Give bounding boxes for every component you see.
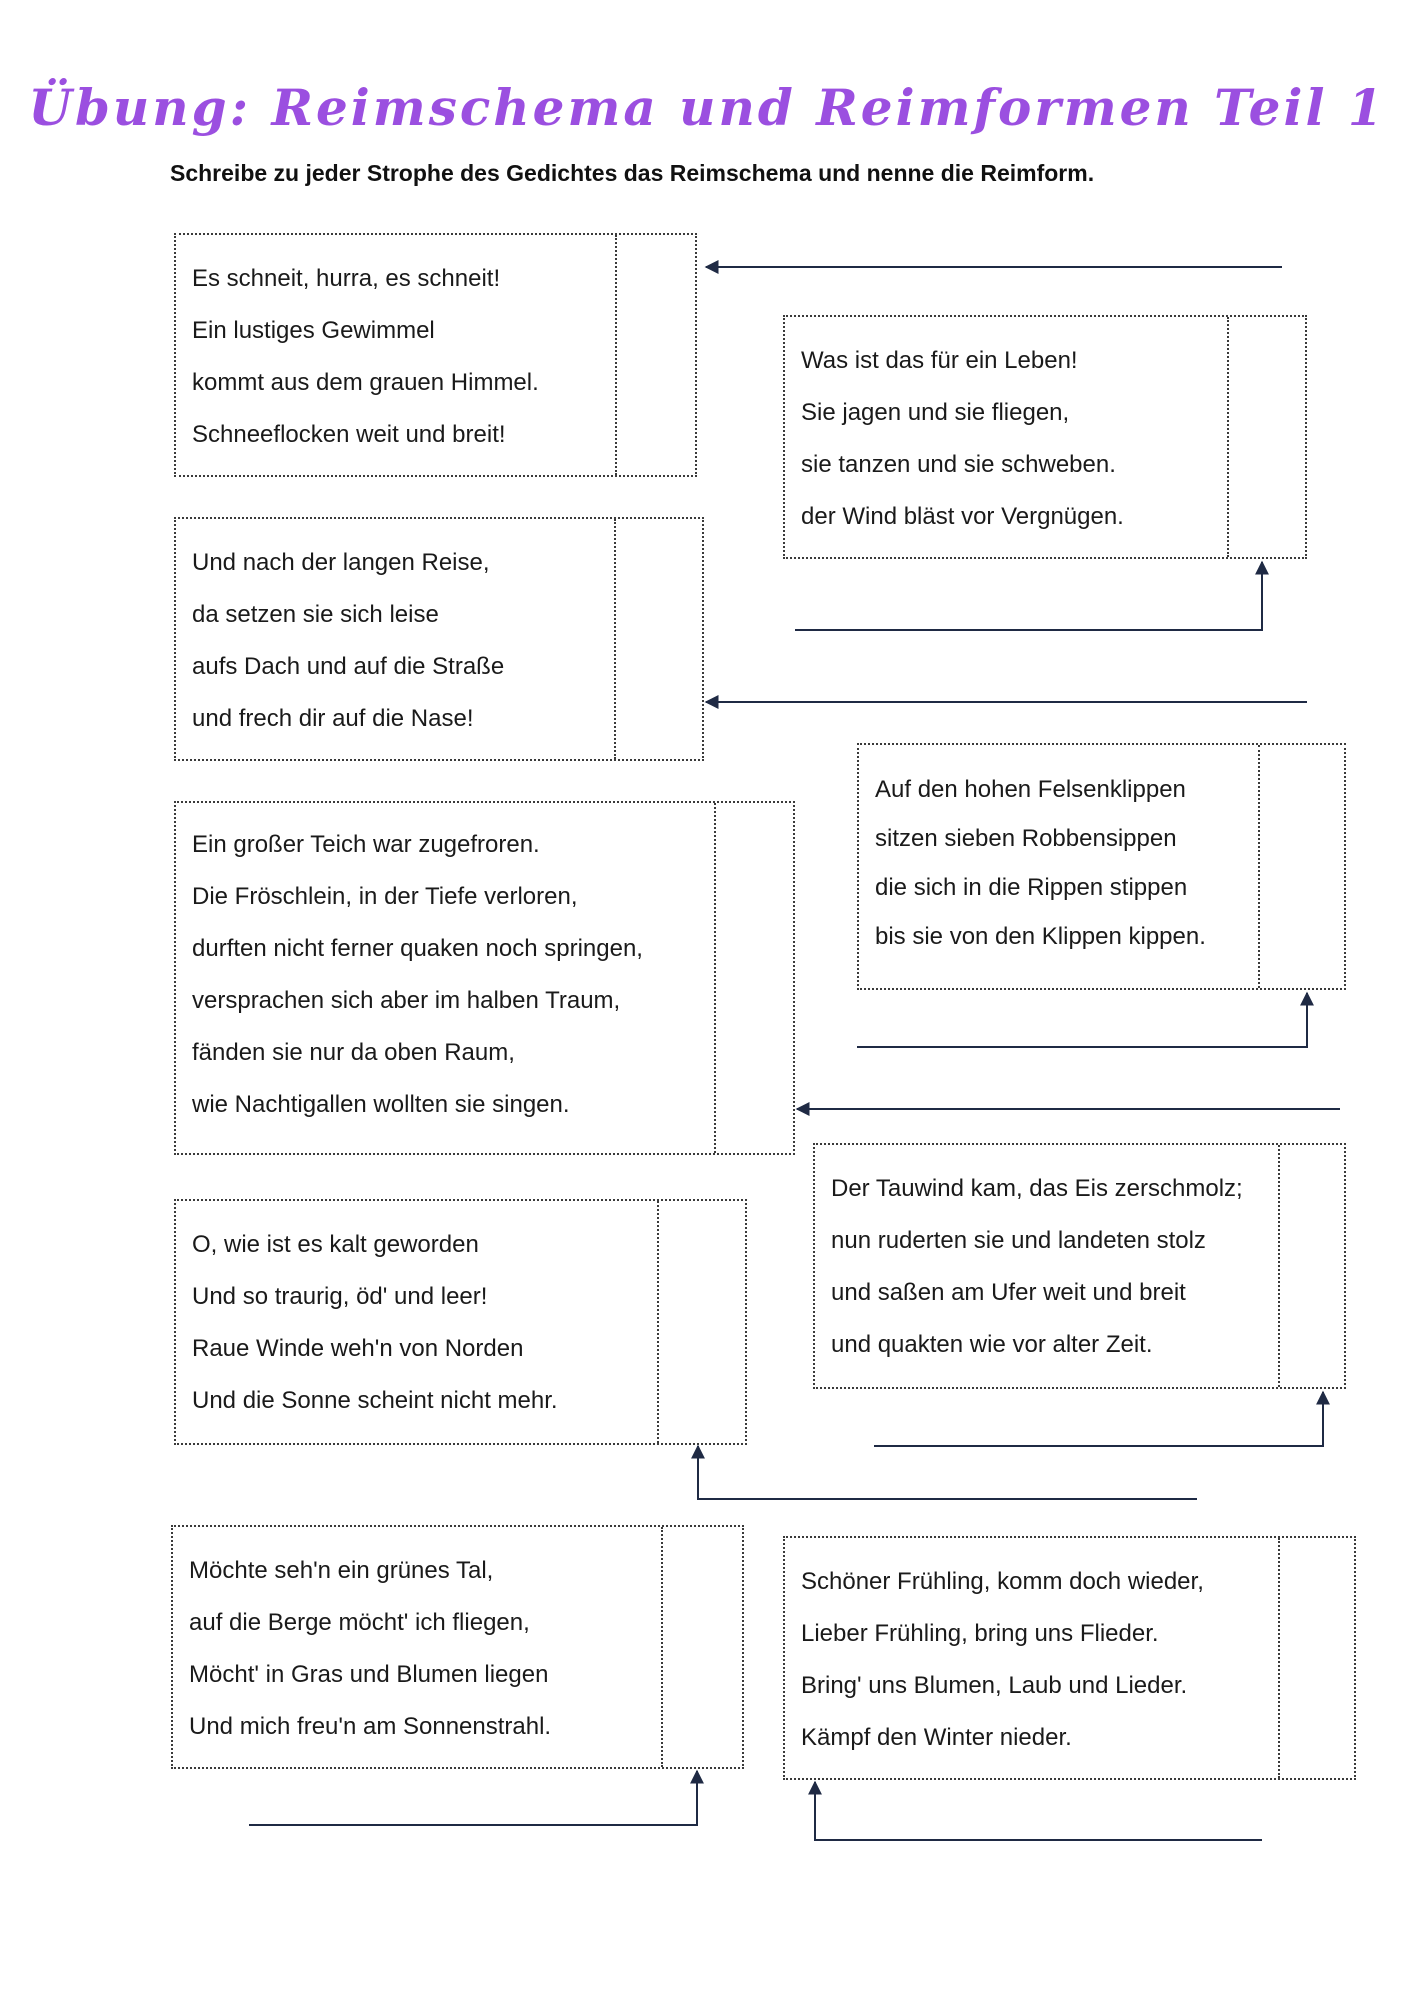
stanza-line: wie Nachtigallen wollten sie singen. <box>192 1091 570 1118</box>
answer-line-stanza-6 <box>874 1392 1323 1446</box>
answer-line-stanza-2 <box>795 562 1262 630</box>
stanza-line: und saßen am Ufer weit und breit <box>831 1279 1186 1306</box>
stanza-line: Und mich freu'n am Sonnenstrahl. <box>189 1713 552 1740</box>
answer-line-stanza-7 <box>698 1446 1197 1499</box>
stanza-line: fänden sie nur da oben Raum, <box>192 1039 515 1066</box>
stanza-line: Was ist das für ein Leben! <box>801 347 1078 374</box>
stanza-line: da setzen sie sich leise <box>192 601 439 628</box>
stanza-line: kommt aus dem grauen Himmel. <box>192 369 539 396</box>
stanza-line: Schöner Frühling, komm doch wieder, <box>801 1568 1204 1595</box>
stanza-line: sitzen sieben Robbensippen <box>875 825 1177 852</box>
stanza-line: und quakten wie vor alter Zeit. <box>831 1331 1153 1358</box>
stanza-line: Ein lustiges Gewimmel <box>192 317 435 344</box>
stanza-line: sie tanzen und sie schweben. <box>801 451 1116 478</box>
answer-line-stanza-4 <box>857 993 1307 1047</box>
stanza-line: Ein großer Teich war zugefroren. <box>192 831 540 858</box>
stanza-line: Auf den hohen Felsenklippen <box>875 776 1186 803</box>
stanza-line: durften nicht ferner quaken noch springen, <box>192 935 643 962</box>
stanza-line: Der Tauwind kam, das Eis zerschmolz; <box>831 1175 1243 1202</box>
stanza-line: Bring' uns Blumen, Laub und Lieder. <box>801 1672 1188 1699</box>
stanza-line: Und so traurig, öd' und leer! <box>192 1283 488 1310</box>
stanza-line: Und nach der langen Reise, <box>192 549 490 576</box>
stanza-line: Kämpf den Winter nieder. <box>801 1724 1072 1751</box>
stanza-line: versprachen sich aber im halben Traum, <box>192 987 621 1014</box>
answer-line-stanza-8 <box>249 1771 697 1825</box>
stanza-line: Raue Winde weh'n von Norden <box>192 1335 524 1362</box>
stanza-line: die sich in die Rippen stippen <box>875 874 1188 901</box>
stanza-line: Sie jagen und sie fliegen, <box>801 399 1070 426</box>
stanza-line: auf die Berge möcht' ich fliegen, <box>189 1609 530 1636</box>
stanza-line: Es schneit, hurra, es schneit! <box>192 265 501 292</box>
stanza-line: und frech dir auf die Nase! <box>192 705 474 732</box>
worksheet-title: Übung: Reimschema und Reimformen Teil 1 <box>28 78 1386 137</box>
stanza-line: Die Fröschlein, in der Tiefe verloren, <box>192 883 578 910</box>
answer-line-stanza-9 <box>815 1782 1262 1840</box>
stanza-line: nun ruderten sie und landeten stolz <box>831 1227 1206 1254</box>
stanza-line: O, wie ist es kalt geworden <box>192 1231 479 1258</box>
stanza-line: Und die Sonne scheint nicht mehr. <box>192 1387 558 1414</box>
stanza-line: der Wind bläst vor Vergnügen. <box>801 503 1124 530</box>
stanza-line: aufs Dach und auf die Straße <box>192 653 505 680</box>
stanza-line: Möchte seh'n ein grünes Tal, <box>189 1557 494 1584</box>
instruction-text: Schreibe zu jeder Strophe des Gedichtes das Reimschema und nenne die Reimform. <box>170 160 1095 186</box>
stanza-line: Schneeflocken weit und breit! <box>192 421 506 448</box>
stanza-line: Lieber Frühling, bring uns Flieder. <box>801 1620 1159 1647</box>
stanza-line: Möcht' in Gras und Blumen liegen <box>189 1661 549 1688</box>
stanza-line: bis sie von den Klippen kippen. <box>875 923 1206 950</box>
